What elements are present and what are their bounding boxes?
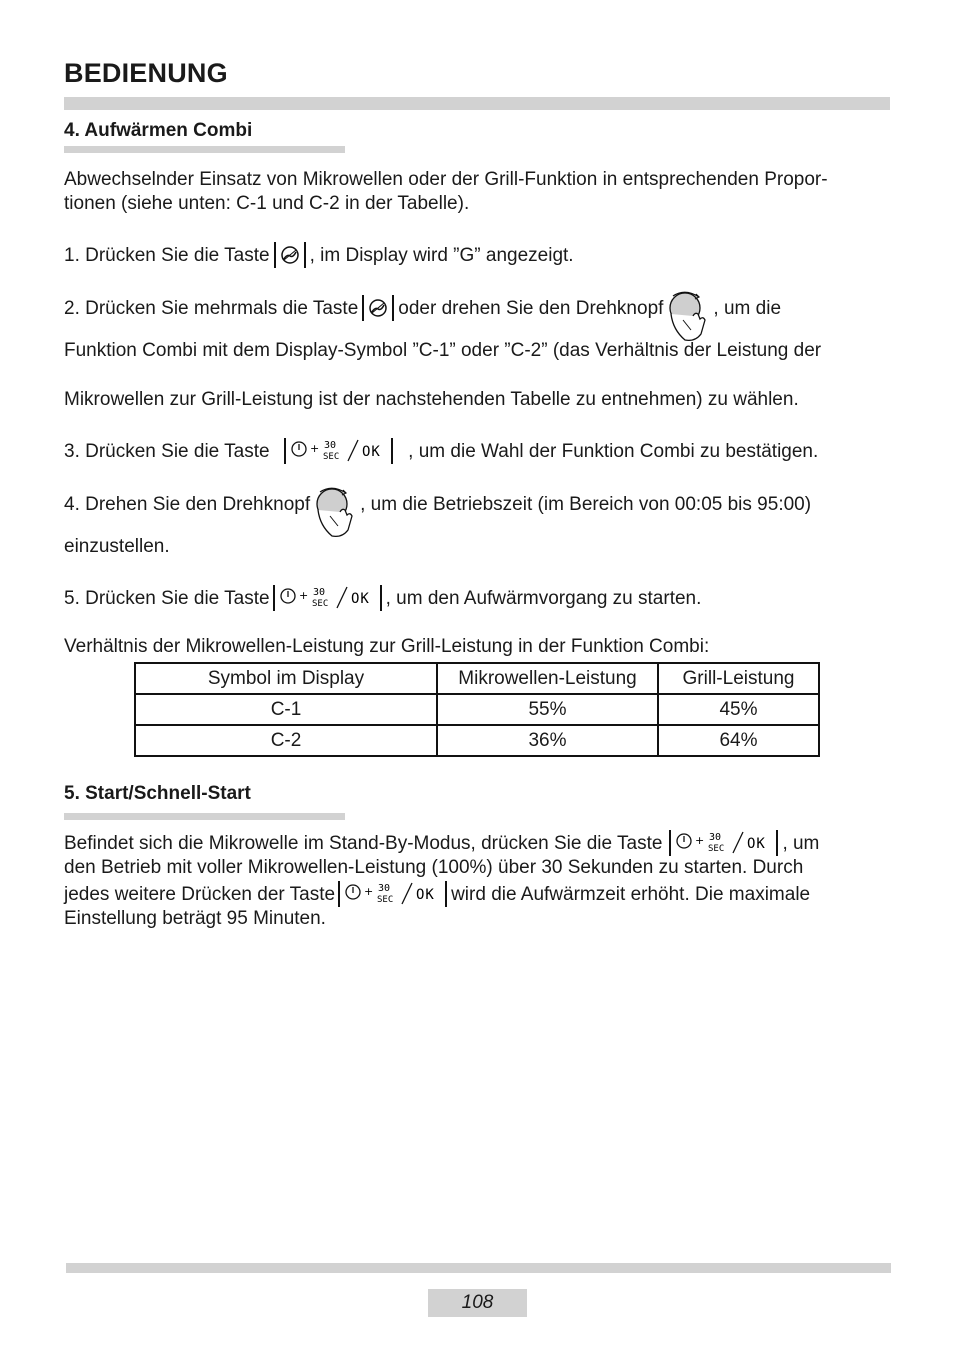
start-30sec-ok-key-icon xyxy=(337,880,449,906)
table-row xyxy=(135,694,819,725)
step-2-line-2: Funktion Combi mit dem Display-Symbol ”C-1” oder ”C-2” (das Verhältnis der Leistung der xyxy=(64,340,822,361)
table-caption: Verhältnis der Mikrowellen-Leistung zur Grill-Leistung in der Funktion Combi: xyxy=(64,636,710,657)
section-5-underline xyxy=(64,813,345,820)
grill-key-icon xyxy=(360,294,396,320)
step-3-text-a: 3. Drücken Sie die Taste xyxy=(64,441,270,462)
section-4-intro xyxy=(64,168,890,216)
svg-text:OK: OK xyxy=(350,591,370,607)
grill-key-icon xyxy=(272,241,308,267)
section-4-underline xyxy=(64,146,345,153)
table-cell: 36% xyxy=(437,725,658,756)
step-4-line-2: einzustellen. xyxy=(64,536,170,557)
rotary-knob-icon xyxy=(312,486,358,540)
step-5-text-a: 5. Drücken Sie die Taste xyxy=(64,588,270,609)
step-2 xyxy=(64,290,781,344)
section-5-body xyxy=(64,829,890,931)
svg-text:OK: OK xyxy=(747,836,767,852)
step-1 xyxy=(64,241,574,268)
svg-text:SEC: SEC xyxy=(311,599,328,609)
svg-text:+: + xyxy=(364,885,374,898)
table-cell: C-2 xyxy=(135,725,437,756)
step-2-text-a: 2. Drücken Sie mehrmals die Taste xyxy=(64,298,359,319)
step-5-text-b: , um den Aufwärmvorgang zu starten. xyxy=(385,588,702,609)
svg-text:+: + xyxy=(695,834,705,847)
section-5-heading: 5. Start/Schnell-Start xyxy=(64,783,251,804)
start-30sec-ok-key-icon xyxy=(272,584,384,610)
section-5-line-1 xyxy=(64,829,890,856)
svg-text:OK: OK xyxy=(416,887,435,903)
intro-line-1: Abwechselnder Einsatz von Mikrowellen oder der Grill-Funktion in entsprechenden Propor- xyxy=(64,169,828,190)
svg-text:30: 30 xyxy=(378,883,391,894)
power-ratio-table xyxy=(134,662,820,757)
section-5-line-3 xyxy=(64,880,890,907)
start-30sec-ok-key-icon xyxy=(668,829,780,855)
svg-text:30: 30 xyxy=(323,440,336,451)
svg-text:+: + xyxy=(298,589,308,602)
section-5-line-4: Einstellung beträgt 95 Minuten. xyxy=(64,908,326,929)
table-cell: 45% xyxy=(658,694,819,725)
svg-text:+: + xyxy=(309,442,320,455)
section-5-line-1-text-a: Befindet sich die Mikrowelle im Stand-By-Modus, drücken Sie die Taste xyxy=(64,833,663,854)
start-30sec-ok-key-icon xyxy=(283,437,395,463)
rotary-knob-icon xyxy=(665,290,711,344)
page-number: 108 xyxy=(428,1289,527,1317)
svg-text:SEC: SEC xyxy=(322,452,340,462)
table-header-row xyxy=(135,663,819,694)
table-cell: 64% xyxy=(658,725,819,756)
step-1-text-a: 1. Drücken Sie die Taste xyxy=(64,245,270,266)
step-4-text-a: 4. Drehen Sie den Drehknopf xyxy=(64,494,311,515)
section-5-line-3-text-a: jedes weitere Drücken der Taste xyxy=(64,884,336,905)
section-5-line-2: den Betrieb mit voller Mikrowellen-Leistung (100%) über 30 Sekunden zu starten. Durch xyxy=(64,857,804,878)
intro-line-2: tionen (siehe unten: C-1 und C-2 in der Tabelle). xyxy=(64,193,470,214)
table-header-cell: Grill-Leistung xyxy=(658,663,819,694)
table-row xyxy=(135,725,819,756)
section-4-heading: 4. Aufwärmen Combi xyxy=(64,120,253,141)
footer-divider xyxy=(66,1263,891,1273)
svg-text:30: 30 xyxy=(312,587,325,598)
svg-text:OK: OK xyxy=(361,444,381,460)
table-header-cell: Mikrowellen-Leistung xyxy=(437,663,658,694)
table-cell: C-1 xyxy=(135,694,437,725)
step-3-text-b: , um die Wahl der Funktion Combi zu bestätigen. xyxy=(408,441,819,462)
svg-text:30: 30 xyxy=(709,832,722,843)
svg-text:SEC: SEC xyxy=(377,895,394,905)
step-5 xyxy=(64,584,701,611)
step-3 xyxy=(64,437,818,464)
step-2-text-c: , um die xyxy=(713,298,782,319)
section-5-line-3-text-b: wird die Aufwärmzeit erhöht. Die maximale xyxy=(451,884,811,905)
section-5-line-1-text-b: , um xyxy=(782,833,820,854)
step-4 xyxy=(64,486,811,540)
step-1-text-b: , im Display wird ”G” angezeigt. xyxy=(309,245,574,266)
header-divider xyxy=(64,97,890,110)
table-cell: 55% xyxy=(437,694,658,725)
step-2-line-3: Mikrowellen zur Grill-Leistung ist der nachstehenden Tabelle zu entnehmen) zu wählen. xyxy=(64,389,799,410)
step-4-text-b: , um die Betriebszeit (im Bereich von 00:05 bis 95:00) xyxy=(360,494,812,515)
svg-text:SEC: SEC xyxy=(708,844,725,854)
page-title: BEDIENUNG xyxy=(64,58,228,88)
step-2-text-b: oder drehen Sie den Drehknopf xyxy=(398,298,664,319)
table-header-cell: Symbol im Display xyxy=(135,663,437,694)
